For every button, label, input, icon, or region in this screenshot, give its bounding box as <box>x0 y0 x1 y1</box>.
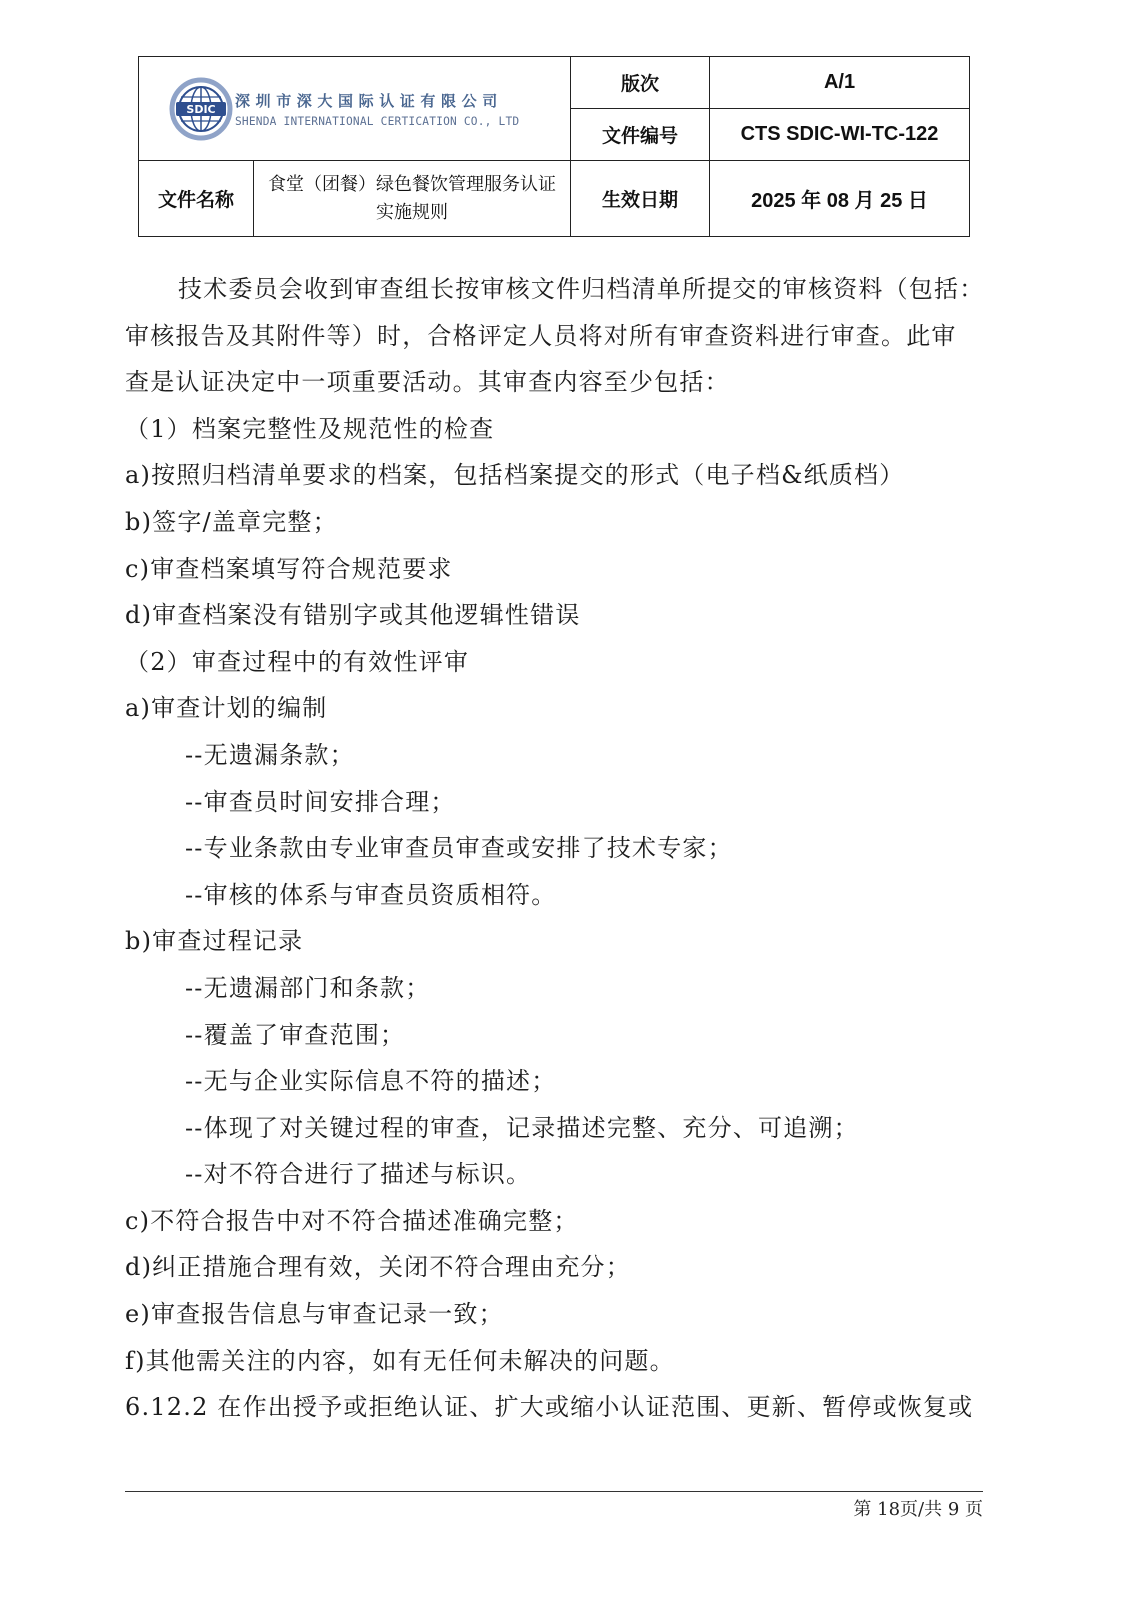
list-item: e)审查报告信息与审查记录一致； <box>125 1300 504 1329</box>
list-item: c)不符合报告中对不符合描述准确完整； <box>125 1206 579 1235</box>
sub-list-item: --对不符合进行了描述与标识。 <box>185 1160 532 1189</box>
list-item: b)签字/盖章完整； <box>125 507 338 536</box>
document-name-cell <box>254 161 571 237</box>
version-label: 版次 <box>571 57 710 109</box>
document-number-value: CTS SDIC-WI-TC-122 <box>710 109 970 161</box>
list-item: d)纠正措施合理有效，关闭不符合理由充分； <box>125 1253 631 1282</box>
document-header-table <box>138 56 970 237</box>
company-logo <box>169 77 233 141</box>
paragraph-line: 查是认证决定中一项重要活动。其审查内容至少包括： <box>125 368 730 397</box>
sub-list-item: --专业条款由专业审查员审查或安排了技术专家； <box>185 834 733 863</box>
list-item: b)审查过程记录 <box>125 927 304 956</box>
list-item: a)按照归档清单要求的档案，包括档案提交的形式（电子档&纸质档） <box>125 461 905 490</box>
sub-list-item: --覆盖了审查范围； <box>185 1020 406 1049</box>
sub-list-item: --审查员时间安排合理； <box>185 787 456 816</box>
company-name-en: SHENDA INTERNATIONAL CERTICATION CO., LTD <box>235 115 520 128</box>
document-name-value: 食堂（团餐）绿色餐饮管理服务认证实施规则 <box>268 173 556 223</box>
document-body <box>125 266 1005 1431</box>
sub-list-item: --体现了对关键过程的审查，记录描述完整、充分、可追溯； <box>185 1113 859 1142</box>
version-value: A/1 <box>710 57 970 109</box>
clause-line: 6.12.2 在作出授予或拒绝认证、扩大或缩小认证范围、更新、暂停或恢复或 <box>125 1393 974 1422</box>
document-number-label: 文件编号 <box>571 109 710 161</box>
page-number: 第 18页/共 9 页 <box>853 1499 983 1520</box>
sub-list-item: --无与企业实际信息不符的描述； <box>185 1067 557 1096</box>
company-name-cn: 深圳市深大国际认证有限公司 <box>235 92 503 110</box>
paragraph-line: 技术委员会收到审查组长按审核文件归档清单所提交的审核资料（包括： <box>178 275 985 303</box>
company-logo-cell <box>139 57 571 161</box>
list-item: f)其他需关注的内容，如有无任何未解决的问题。 <box>125 1346 675 1375</box>
effective-date-label: 生效日期 <box>571 161 710 237</box>
paragraph-line: 审核报告及其附件等）时，合格评定人员将对所有审查资料进行审查。此审 <box>125 321 957 350</box>
section-heading: （2）审查过程中的有效性评审 <box>125 647 470 676</box>
effective-date-value: 2025 年 08 月 25 日 <box>710 161 970 237</box>
sub-list-item: --无遗漏条款； <box>185 740 355 769</box>
sub-list-item: --无遗漏部门和条款； <box>185 973 431 1002</box>
list-item: d)审查档案没有错别字或其他逻辑性错误 <box>125 601 581 630</box>
footer-divider <box>125 1491 983 1492</box>
list-item: a)审查计划的编制 <box>125 694 328 723</box>
logo-mark: SDIC <box>186 103 216 116</box>
list-item: c)审查档案填写符合规范要求 <box>125 554 453 583</box>
sub-list-item: --审核的体系与审查员资质相符。 <box>185 880 557 909</box>
section-heading: （1）档案完整性及规范性的检查 <box>125 414 495 443</box>
document-name-label: 文件名称 <box>139 161 254 237</box>
